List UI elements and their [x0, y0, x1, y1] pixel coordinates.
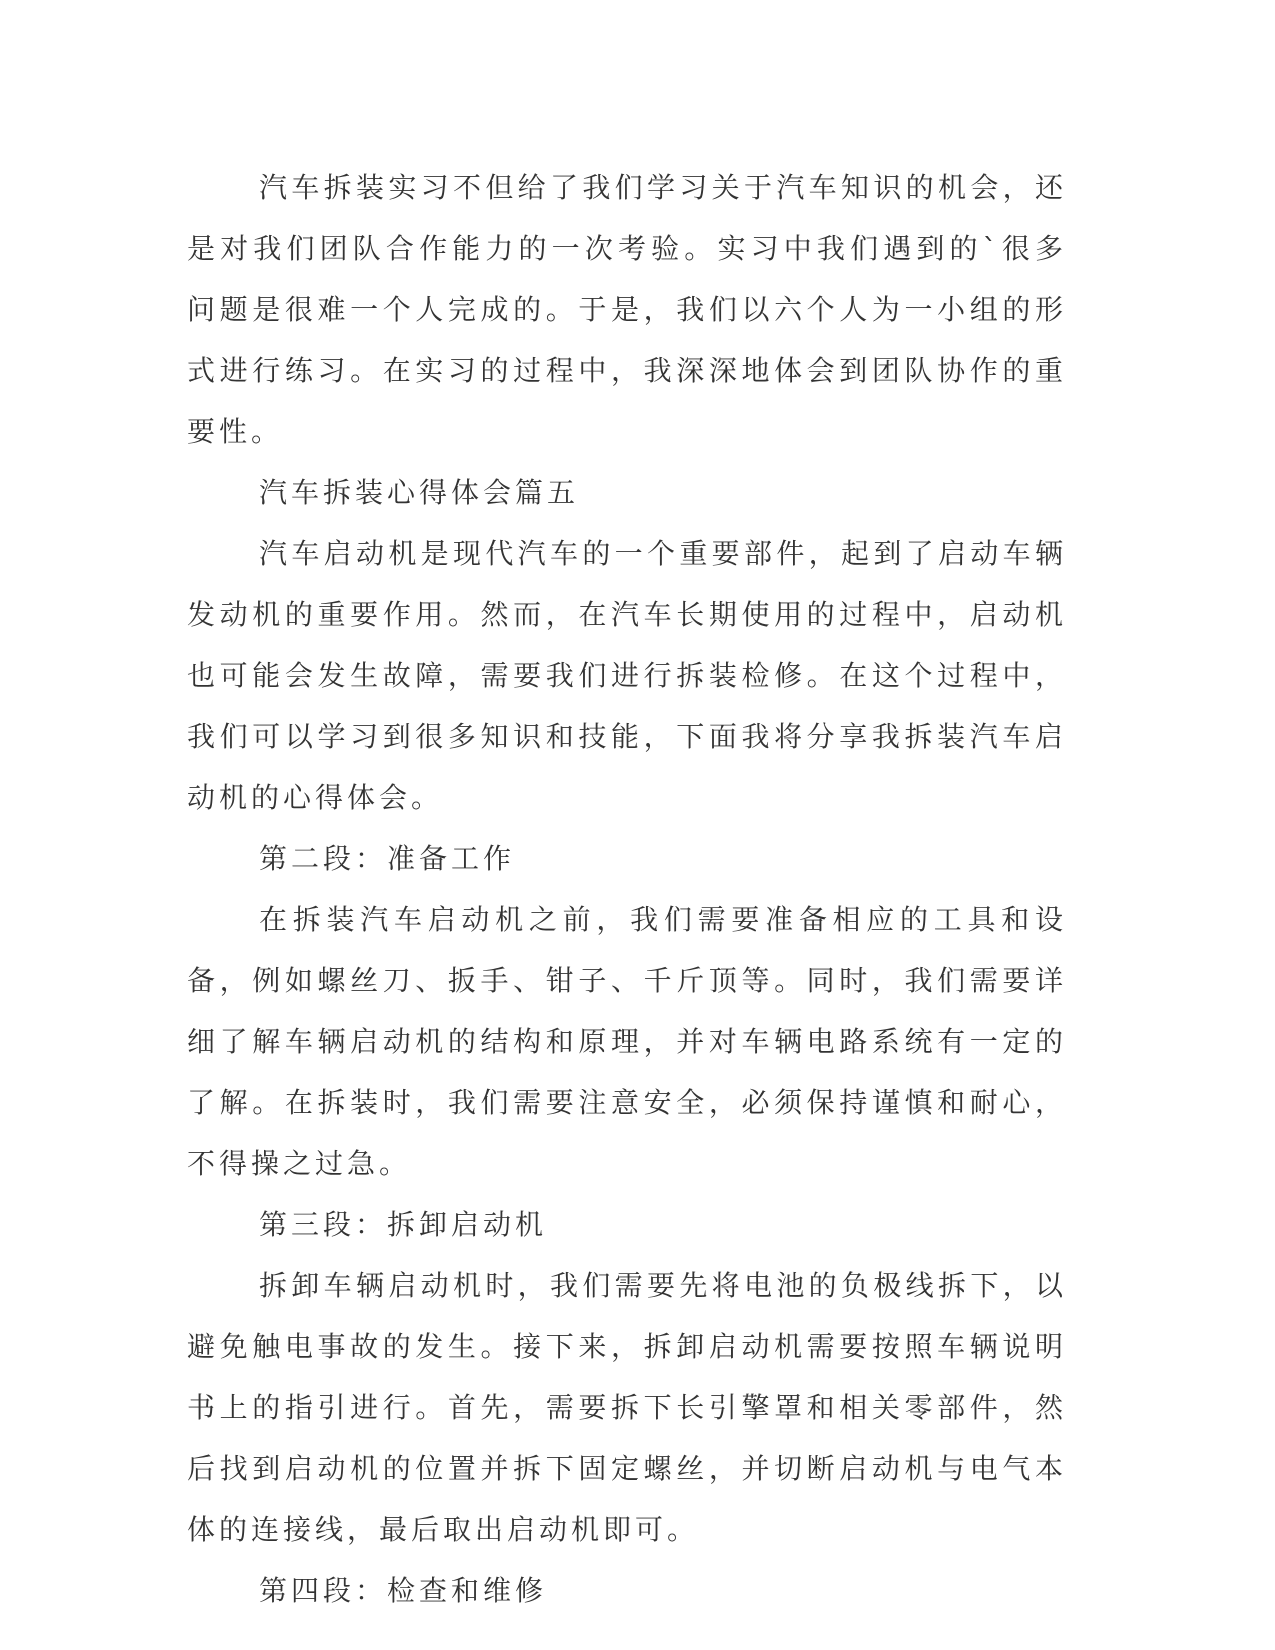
document-body — [187, 157, 1067, 1621]
section-heading-inspection: 第四段：检查和维修 — [259, 1574, 548, 1607]
paragraph-teamwork: 汽车拆装实习不但给了我们学习关于汽车知识的机会，还是对我们团队合作能力的一次考验。实习中我们遇到的`很多问题是很难一个人完成的。于是，我们以六个人为一小组的形式进行练习。在实习的过程中，我深深地体会到团队协作的重要性。 — [187, 171, 1067, 448]
section-heading-removal: 第三段：拆卸启动机 — [259, 1208, 548, 1241]
paragraph-starter-intro: 汽车启动机是现代汽车的一个重要部件，起到了启动车辆发动机的重要作用。然而，在汽车长期使用的过程中，启动机也可能会发生故障，需要我们进行拆装检修。在这个过程中，我们可以学习到很多知识和技能，下面我将分享我拆装汽车启动机的心得体会。 — [187, 537, 1067, 814]
section-heading-preparation: 第二段：准备工作 — [259, 842, 516, 875]
paragraph-removal: 拆卸车辆启动机时，我们需要先将电池的负极线拆下，以避免触电事故的发生。接下来，拆卸启动机需要按照车辆说明书上的指引进行。首先，需要拆下长引擎罩和相关零部件，然后找到启动机的位置并拆下固定螺丝，并切断启动机与电气本体的连接线，最后取出启动机即可。 — [187, 1269, 1067, 1546]
section-heading-part-five: 汽车拆装心得体会篇五 — [259, 476, 580, 509]
paragraph-preparation: 在拆装汽车启动机之前，我们需要准备相应的工具和设备，例如螺丝刀、扳手、钳子、千斤顶等。同时，我们需要详细了解车辆启动机的结构和原理，并对车辆电路系统有一定的了解。在拆装时，我们需要注意安全，必须保持谨慎和耐心，不得操之过急。 — [187, 903, 1067, 1180]
